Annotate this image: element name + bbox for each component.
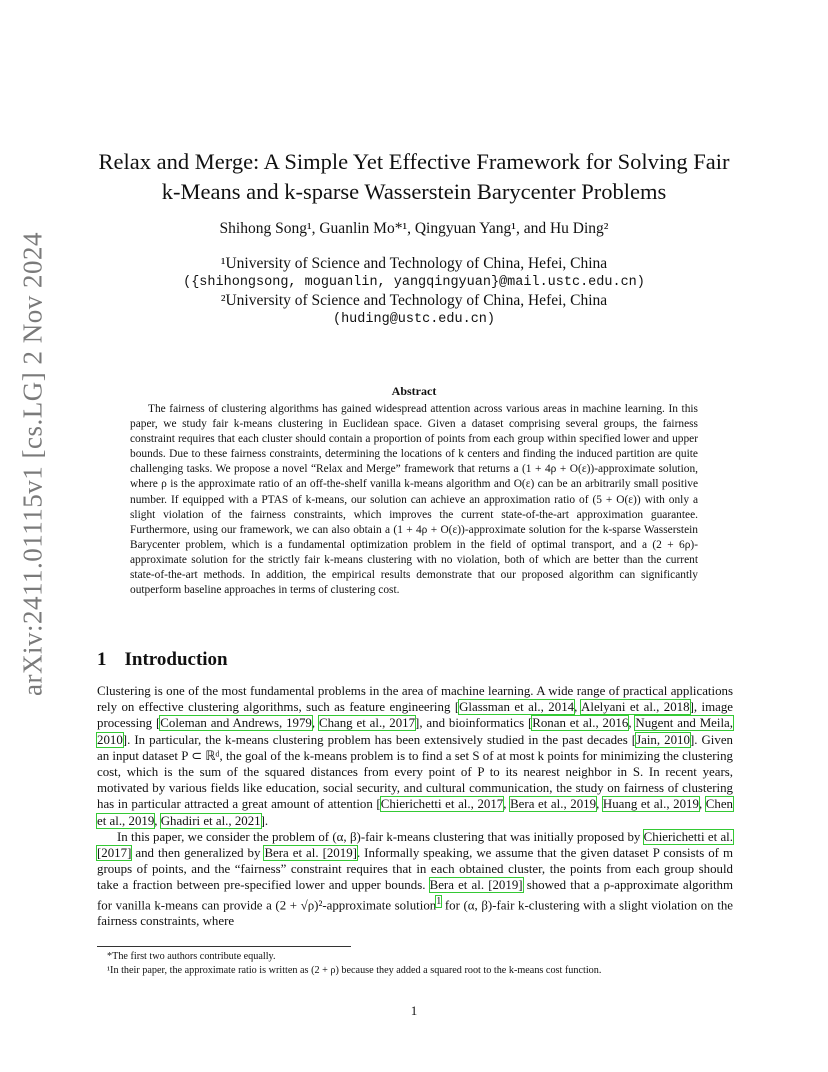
footnote-1: ¹In their paper, the approximate ratio is written as (2 + ρ) because they added a squared root to the k-means cost function. (107, 964, 602, 976)
section-number: 1 (97, 649, 107, 670)
citation-link[interactable]: Nugent and Meila, 2010 (97, 716, 733, 747)
citation-link[interactable]: Chierichetti et al., 2017 (380, 797, 504, 812)
author-list: Shihong Song¹, Guanlin Mo*¹, Qingyuan Yang¹, and Hu Ding² (219, 220, 609, 237)
paper-title (80, 147, 748, 207)
citation-link[interactable]: Ghadiri et al., 2021 (160, 813, 261, 828)
arxiv-stamp: arXiv:2411.01115v1 [cs.LG] 2 Nov 2024 (17, 232, 48, 696)
citation-link[interactable]: Glassman et al., 2014 (459, 700, 575, 715)
section-heading (97, 649, 228, 671)
footnote-star: *The first two authors contribute equally. (107, 951, 276, 962)
paragraph-2: In this paper, we consider the problem of (α, β)-fair k-means clustering that was initially proposed by Chierichetti et al. [2017] and then generalized by Bera et al. [2019]. Informally speaking, we assume that the given dataset P consists of m groups of points, and the “fairness” constraint requires that in each obtained cluster, the points from each group should take a fraction between pre-specified lower and upper bounds. Bera et al. [2019] showed that a ρ-approximate algorithm for vanilla k-means can provide a (2 + √ρ)²-approximate solution$^1$ for (α, β)-fair k-clustering with a slight violation on the fairness constraints, where (97, 829, 733, 929)
title-line-2: k-Means and k-sparse Wasserstein Barycenter Problems (161, 179, 667, 204)
body-text (97, 683, 733, 929)
section-title: Introduction (124, 649, 228, 670)
citation-link[interactable]: Jain, 2010 (636, 732, 690, 747)
citation-link[interactable]: Chang et al., 2017 (318, 716, 416, 731)
citation-link[interactable]: Bera et al. [2019] (429, 878, 523, 893)
affiliations (80, 255, 748, 329)
footnote-link[interactable]: 1 (436, 895, 442, 907)
citation-link[interactable]: Alelyani et al., 2018 (581, 700, 690, 715)
citation-link[interactable]: Coleman and Andrews, 1979 (160, 716, 312, 731)
citation-link[interactable]: Bera et al., 2019 (510, 797, 597, 812)
citation-link[interactable]: Ronan et al., 2016 (532, 716, 629, 731)
abstract-heading: Abstract (391, 384, 437, 398)
citation-link[interactable]: Huang et al., 2019 (602, 797, 699, 812)
citation-link[interactable]: Chen et al., 2019 (97, 797, 734, 828)
paragraph-1: Clustering is one of the most fundamental problems in the area of machine learning. A wide range of practical applications rely on effective clustering algorithms, such as feature engineering [Glassman et al., 2014, Alelyani et al., 2018], image processing [Coleman and Andrews, 1979, Chang et al., 2017], and bioinformatics [Ronan et al., 2016, Nugent and Meila, 2010]. In particular, the k-means clustering problem has been extensively studied in the past decades [Jain, 2010]. Given an input dataset P ⊂ ℝᵈ, the goal of the k-means problem is to find a set S of at most k points for minimizing the clustering cost, which is the sum of the squared distances from every point of P to its nearest neighbor in S. In recent years, motivated by various fields like education, social security, and cultural communication, the study on fairness of clustering has in particular attracted a great amount of attention [Chierichetti et al., 2017, Bera et al., 2019, Huang et al., 2019, Chen et al., 2019, Ghadiri et al., 2021]. (97, 684, 734, 828)
abstract (130, 402, 698, 598)
abstract-text: The fairness of clustering algorithms has gained widespread attention across various areas in machine learning. In this paper, we study fair k-means clustering in Euclidean space. Given a dataset comprising several groups, the fairness constraint requires that each cluster should contain a proportion of points from each group within specified lower and upper bounds. Due to these fairness constraints, determining the locations of k centers and finding the induced partition are quite challenging tasks. We propose a novel “Relax and Merge” framework that returns a (1 + 4ρ + O(ε))-approximate solution, where ρ is the approximate ratio of an off-the-shelf vanilla k-means algorithm and O(ε) can be an arbitrarily small positive number. If equipped with a PTAS of k-means, our solution can achieve an approximation ratio of (5 + O(ε)) with only a slight violation of the fairness constraints, which improves the current state-of-the-art approximation guarantee. Furthermore, using our framework, we can also obtain a (1 + 4ρ + O(ε))-approximate solution for the k-sparse Wasserstein Barycenter problem, which is a fundamental optimization problem in the field of optimal transport, and a (2 + 6ρ)-approximate solution for the strictly fair k-means clustering with no violation, both of which are better than the current state-of-the-art methods. In addition, the empirical results demonstrate that our proposed algorithm can significantly outperform baseline approaches in terms of clustering cost. (130, 403, 698, 597)
email-1: ({shihongsong, moguanlin, yangqingyuan}@mail.ustc.edu.cn) (183, 274, 645, 290)
footnote-rule (97, 946, 351, 947)
page-number: 1 (410, 1003, 418, 1018)
affiliation-2: ²University of Science and Technology of China, Hefei, China (220, 292, 608, 310)
citation-link[interactable]: Bera et al. [2019] (264, 846, 357, 861)
title-line-1: Relax and Merge: A Simple Yet Effective Framework for Solving Fair (98, 149, 730, 174)
email-2: (huding@ustc.edu.cn) (332, 311, 496, 327)
citation-link[interactable]: Chierichetti et al. [2017] (97, 829, 733, 861)
footnotes (97, 950, 737, 977)
affiliation-1: ¹University of Science and Technology of China, Hefei, China (220, 255, 608, 272)
